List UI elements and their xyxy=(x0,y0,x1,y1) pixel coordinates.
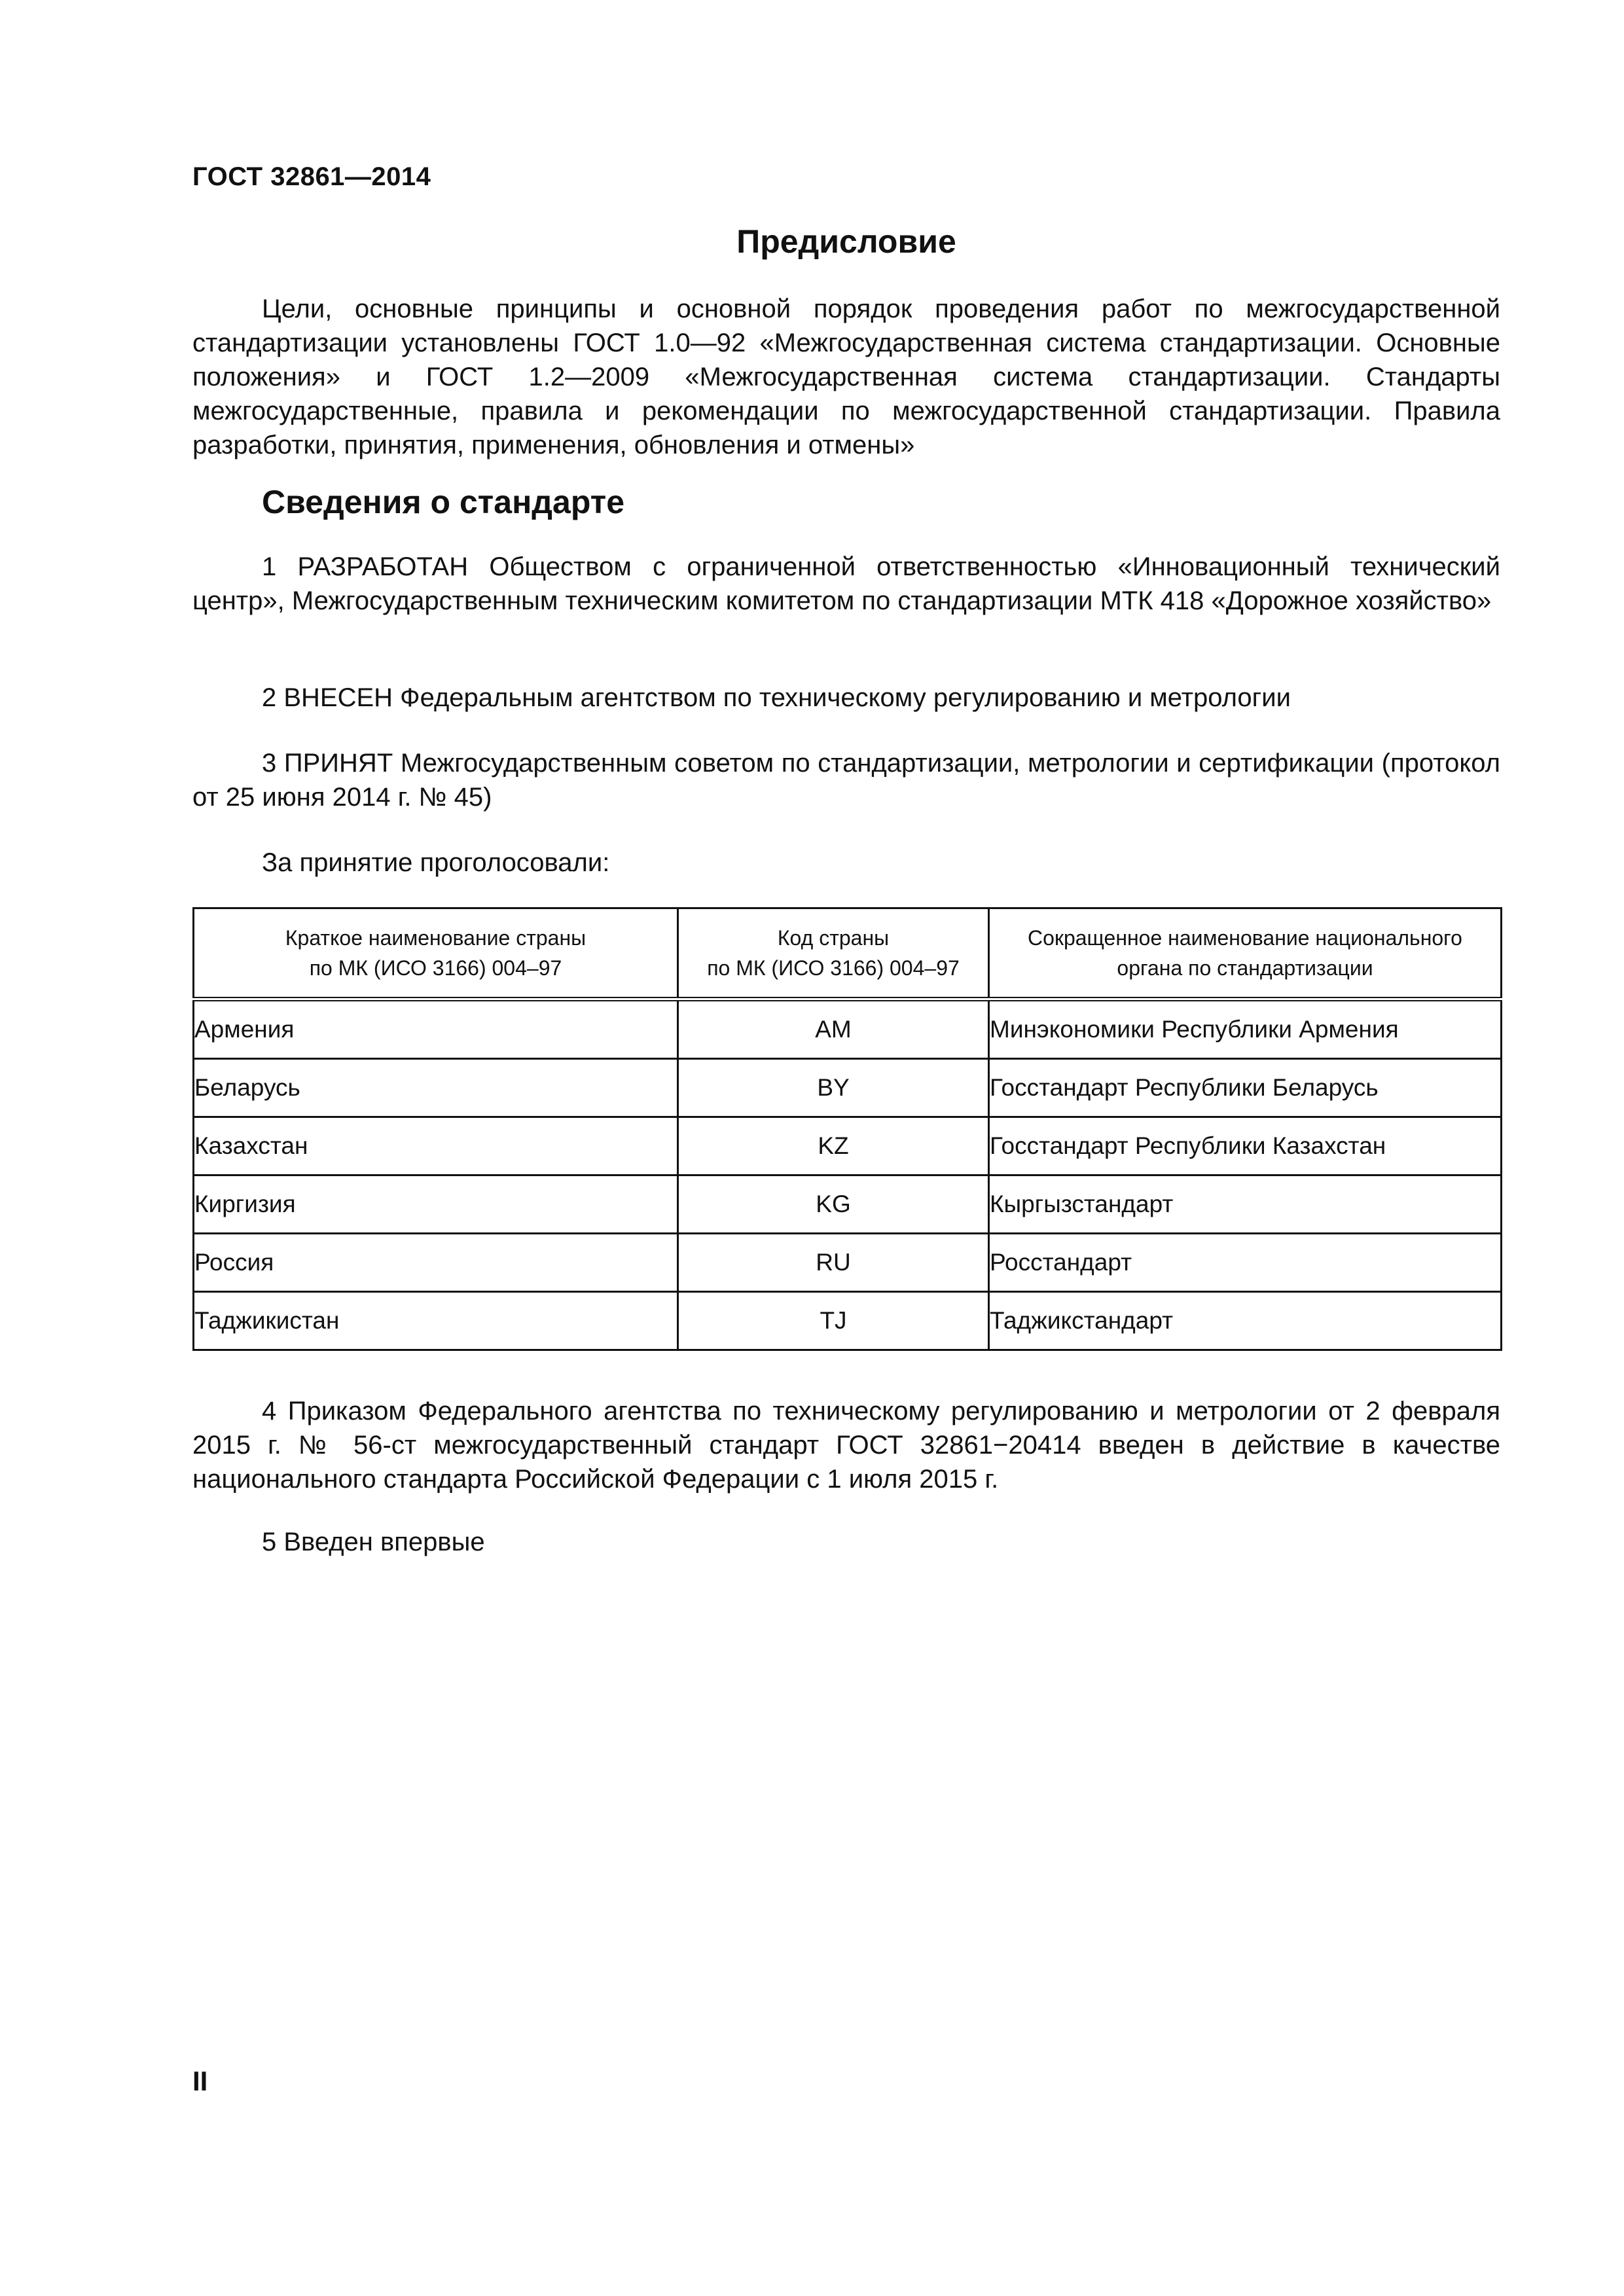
country-code: BY xyxy=(678,1059,989,1117)
table-row xyxy=(194,1292,1502,1350)
header-line: по МК (ИСО 3166) 004–97 xyxy=(309,956,562,980)
standards-body: Кыргызстандарт xyxy=(989,1175,1502,1234)
country-name: Беларусь xyxy=(194,1059,678,1117)
table-row xyxy=(194,1175,1502,1234)
header-country-code xyxy=(678,908,989,999)
standard-info-title: Сведения о стандарте xyxy=(262,484,625,520)
country-code: AM xyxy=(678,999,989,1059)
info-item-first-edition: 5 Введен впервые xyxy=(262,1528,485,1556)
voting-countries-table xyxy=(192,907,1502,1351)
standards-body: Минэкономики Республики Армения xyxy=(989,999,1502,1059)
country-code: KG xyxy=(678,1175,989,1234)
country-name: Армения xyxy=(194,999,678,1059)
country-name: Таджикистан xyxy=(194,1292,678,1350)
table-row xyxy=(194,1117,1502,1175)
foreword-title: Предисловие xyxy=(736,223,956,260)
header-line: органа по стандартизации xyxy=(1117,956,1373,980)
info-item-submitted: 2 ВНЕСЕН Федеральным агентством по техническому регулированию и метрологии xyxy=(262,683,1291,712)
country-name: Казахстан xyxy=(194,1117,678,1175)
country-code: TJ xyxy=(678,1292,989,1350)
table-header-row xyxy=(194,908,1502,999)
document-header: ГОСТ 32861—2014 xyxy=(192,162,431,191)
header-standards-body xyxy=(989,908,1502,999)
standards-body: Госстандарт Республики Казахстан xyxy=(989,1117,1502,1175)
info-item-enacted: 4 Приказом Федерального агентства по техническому регулированию и метрологии от 2 февраля 2015 г. № 56-ст межгосударственный стандарт ГОСТ 32861−20414 введен в действие в качестве национального стандарта Российской Федерации с 1 июля 2015 г. xyxy=(192,1397,1500,1494)
header-line: по МК (ИСО 3166) 004–97 xyxy=(707,956,960,980)
standards-body: Росстандарт xyxy=(989,1234,1502,1292)
table-row xyxy=(194,1234,1502,1292)
page-number: II xyxy=(192,2066,208,2096)
country-code: RU xyxy=(678,1234,989,1292)
country-code: KZ xyxy=(678,1117,989,1175)
header-line: Код страны xyxy=(777,926,890,950)
country-name: Киргизия xyxy=(194,1175,678,1234)
info-item-adopted: 3 ПРИНЯТ Межгосударственным советом по стандартизации, метрологии и сертификации (протокол от 25 июня 2014 г. № 45) xyxy=(192,749,1500,812)
table-row xyxy=(194,999,1502,1059)
header-country-name xyxy=(194,908,678,999)
header-line: Сокращенное наименование национального xyxy=(1028,926,1462,950)
standards-body: Таджикстандарт xyxy=(989,1292,1502,1350)
vote-intro: За принятие проголосовали: xyxy=(262,848,610,877)
table-row xyxy=(194,1059,1502,1117)
standards-body: Госстандарт Республики Беларусь xyxy=(989,1059,1502,1117)
info-item-developed: 1 РАЗРАБОТАН Обществом с ограниченной ответственностью «Инновационный технический центр», Межгосударственным техническим комитетом по стандартизации МТК 418 «Дорожное хозяйство» xyxy=(192,552,1500,615)
foreword-text: Цели, основные принципы и основной порядок проведения работ по межгосударственной стандартизации установлены ГОСТ 1.0—92 «Межгосударственная система стандартизации. Основные положения» и ГОСТ 1.2—2009 «Межгосударственная система стандартизации. Стандарты межгосударственные, правила и рекомендации по межгосударственной стандартизации. Правила разработки, принятия, применения, обновления и отмены» xyxy=(192,295,1500,459)
header-line: Краткое наименование страны xyxy=(285,926,586,950)
country-name: Россия xyxy=(194,1234,678,1292)
